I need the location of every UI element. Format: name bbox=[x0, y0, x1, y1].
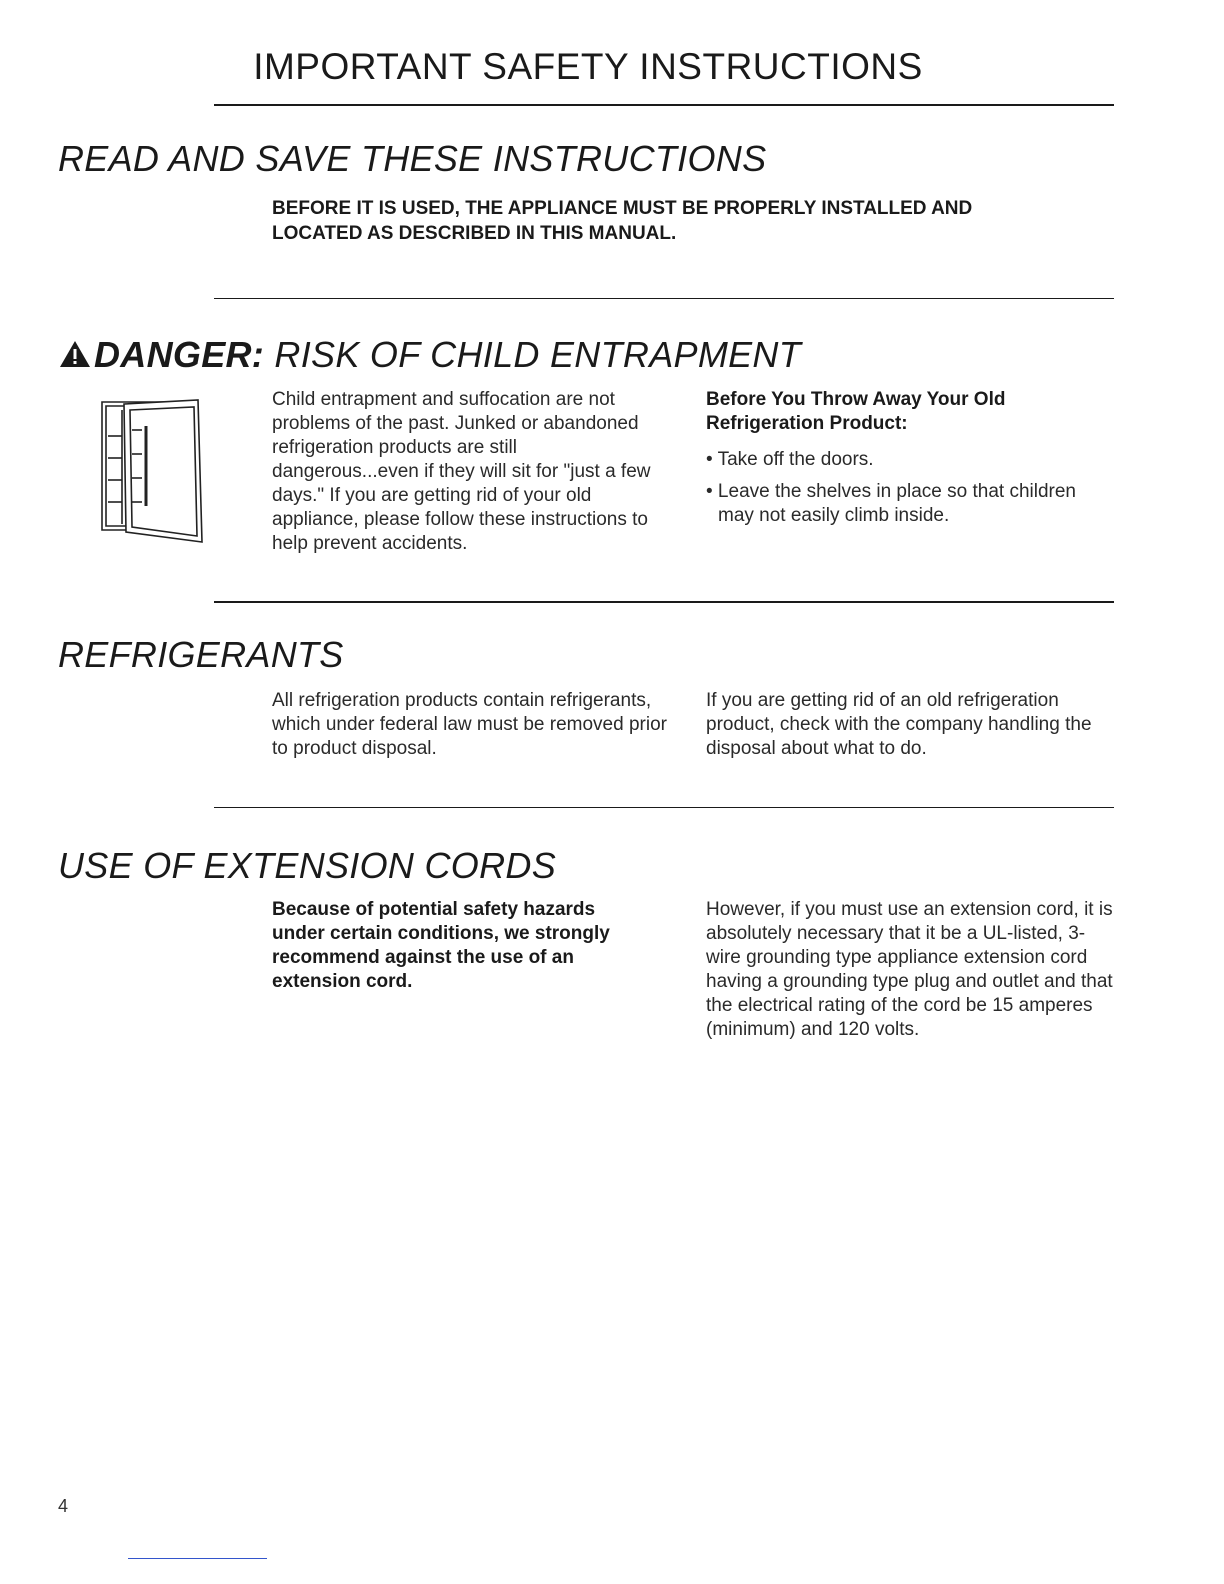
refrigerator-open-door-icon bbox=[98, 396, 208, 546]
page-number: 4 bbox=[58, 1496, 69, 1516]
link-underline bbox=[128, 1558, 267, 1559]
page-title: IMPORTANT SAFETY INSTRUCTIONS bbox=[253, 46, 923, 87]
header-divider bbox=[214, 104, 1114, 106]
read-save-intro: BEFORE IT IS USED, THE APPLIANCE MUST BE PROPERLY INSTALLED AND LOCATED AS DESCRIBED IN THIS MANUAL. bbox=[272, 198, 973, 244]
refrigerants-right-text: If you are getting rid of an old refrigeration product, check with the company handling the disposal about what to do. bbox=[706, 690, 1092, 759]
section-divider bbox=[214, 298, 1114, 299]
list-item: • Leave the shelves in place so that children may not easily climb inside. bbox=[706, 481, 1076, 526]
extension-heading: USE OF EXTENSION CORDS bbox=[58, 845, 557, 886]
refrigerants-heading: REFRIGERANTS bbox=[58, 634, 344, 675]
danger-paragraph: Child entrapment and suffocation are not problems of the past. Junked or abandoned refrigeration products are still dangerous...even if they will sit for "just a few days." If you are getting rid of your old appliance, please follow these instructions to help prevent accidents. bbox=[272, 389, 651, 554]
extension-right-text: However, if you must use an extension cord, it is absolutely necessary that it be a UL-listed, 3-wire grounding type appliance extension cord having a grounding type plug and outlet and that the electrical rating of the cord be 15 amperes (minimum) and 120 volts. bbox=[706, 899, 1113, 1040]
danger-subheading: Before You Throw Away Your Old Refrigeration Product: bbox=[706, 389, 1006, 434]
danger-bullet-list bbox=[706, 448, 1116, 528]
section-divider bbox=[214, 601, 1114, 603]
danger-label: DANGER: bbox=[94, 334, 265, 375]
danger-heading bbox=[58, 334, 801, 378]
danger-title: RISK OF CHILD ENTRAPMENT bbox=[264, 334, 802, 375]
read-save-heading: READ AND SAVE THESE INSTRUCTIONS bbox=[58, 138, 767, 179]
refrigerants-left-text: All refrigeration products contain refrigerants, which under federal law must be removed prior to product disposal. bbox=[272, 690, 667, 759]
section-divider bbox=[214, 807, 1114, 808]
warning-triangle-icon bbox=[58, 336, 92, 378]
extension-left-text: Because of potential safety hazards under certain conditions, we strongly recommend against the use of an extension cord. bbox=[272, 899, 610, 992]
list-item: • Take off the doors. bbox=[706, 449, 874, 470]
